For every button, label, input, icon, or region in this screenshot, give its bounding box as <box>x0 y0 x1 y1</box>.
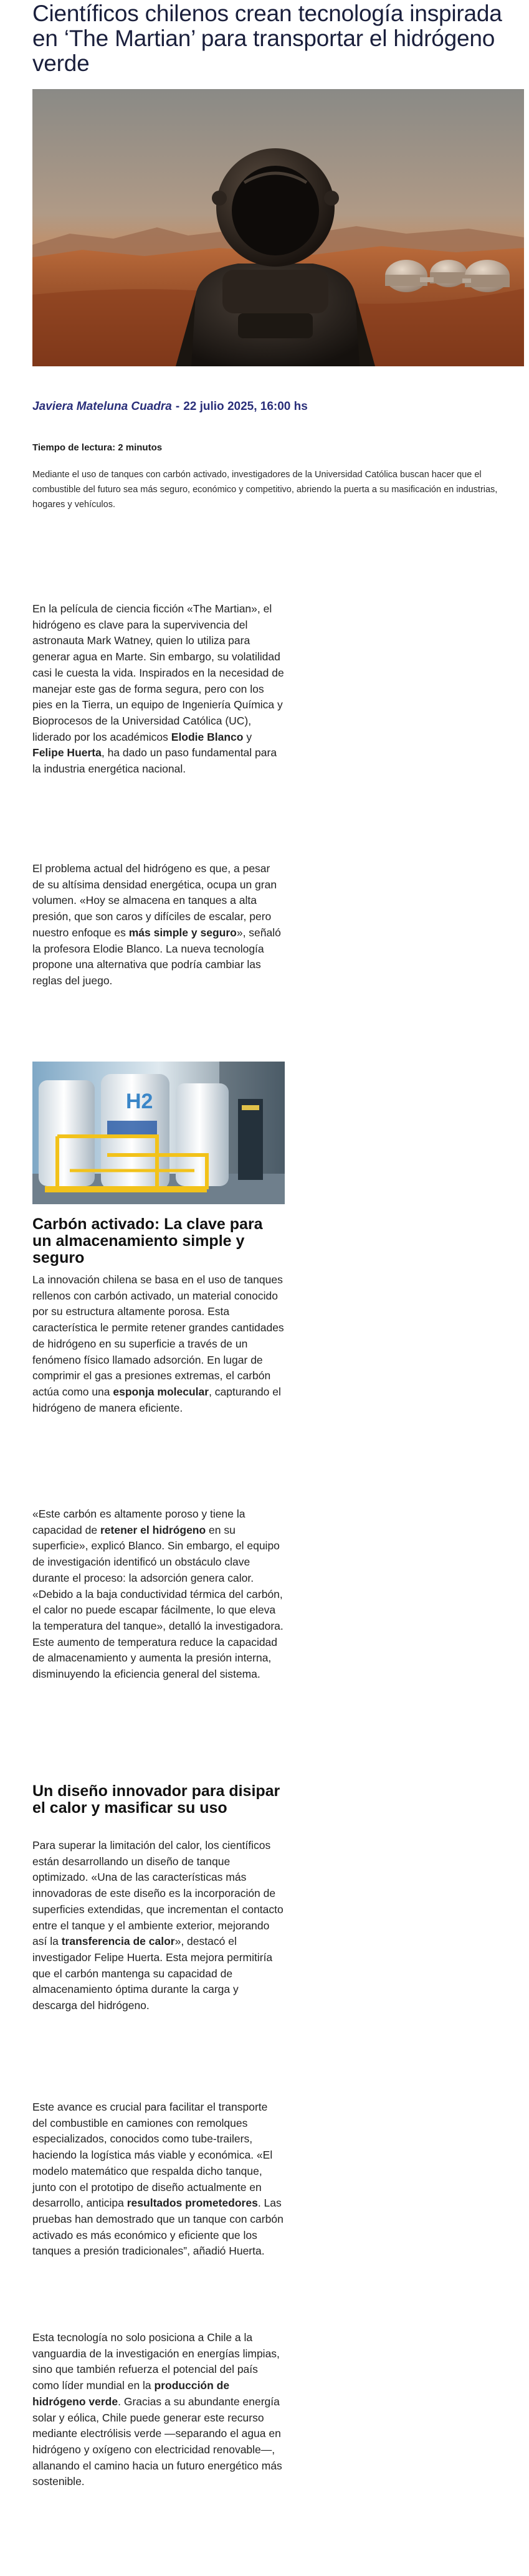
body-paragraph-3 <box>32 1272 285 1416</box>
text-run: . Las pruebas han demostrado que un tanque con carbón activado es más económico y eficiente que los tanques a presión tradicionales”, añadió Huerta. <box>32 2197 284 2258</box>
body-paragraph-4 <box>32 1506 285 1683</box>
tank-h2-label: H2 <box>126 1090 153 1113</box>
bold-phrase: más simple y seguro <box>128 926 237 939</box>
text-run: en su superficie», explicó Blanco. Sin embargo, el equipo de investigación identificó un obstáculo clave durante el proceso: la adsorción genera calor. «Debido a la baja conductividad térmica del carbón, el calor no puede escapar fácilmente, lo que eleva la temperatura del tanque», detalló la investigadora. Este aumento de temperatura reduce la capacidad de almacenamiento y aumenta la presión interna, disminuyendo la eficiencia general del sistema. <box>32 1523 284 1681</box>
text-run: El problema actual del hidrógeno es que, a pesar de su altísima densidad energética, ocupa un gran volumen. «Hoy se almacena en tanques a alta presión, que son caros y difíciles de escalar, pero nuestro enfoque es <box>32 862 277 939</box>
text-run: Este avance es crucial para facilitar el transporte del combustible en camiones con remolques especializados, conocidos como tube-trailers, haciendo la logística más viable y económica. «El modelo matemático que respalda dicho tanque, junto con el prototipo de diseño actualmente en desarrollo, anticipa <box>32 2101 273 2210</box>
text-run: », señaló la profesora Elodie Blanco. La nueva tecnología propone una alternativa que podría cambiar las reglas del juego. <box>32 926 281 987</box>
text-run: La innovación chilena se basa en el uso de tanques rellenos con carbón activado, un material conocido por su estructura altamente porosa. Esta característica le permite retener grandes cantidades de hidrógeno en su superficie a través de un fenómeno físico llamado adsorción. En lugar de comprimir el gas a presiones extremas, el carbón actúa como una <box>32 1273 284 1398</box>
bold-phrase: esponja molecular <box>113 1385 209 1398</box>
body-paragraph-5 <box>32 1838 285 2014</box>
hero-image <box>32 89 524 366</box>
byline <box>32 400 308 414</box>
author-link[interactable]: Javiera Mateluna Cuadra <box>32 400 172 413</box>
body-paragraph-7 <box>32 2330 285 2490</box>
reading-time: Tiempo de lectura: 2 minutos <box>32 442 163 453</box>
bold-phrase: producción de hidrógeno verde <box>32 2379 230 2408</box>
bold-phrase: Felipe Huerta <box>32 746 102 759</box>
text-run: », destacó el investigador Felipe Huerta. Esta mejora permitiría que el carbón mantenga su capacidad de almacenamiento óptima durante la carga y descarga del hidrógeno. <box>32 1935 273 2012</box>
section-heading-2: Un diseño innovador para disipar el calor y masificar su uso <box>32 1782 280 1817</box>
hydrogen-tanks-image <box>32 1062 285 1204</box>
body-paragraph-6 <box>32 2099 285 2260</box>
text-run: y <box>243 730 252 743</box>
body-paragraph-2 <box>32 861 285 989</box>
text-run: En la película de ciencia ficción «The Martian», el hidrógeno es clave para la supervivencia del astronauta Mark Watney, quien lo utiliza para generar agua en Marte. Sin embargo, su volatilidad casi le cuesta la vida. Inspirados en la necesidad de manejar este gas de forma segura, pero con los pies en la Tierra, un equipo de Ingeniería Química y Bioprocesos de la Universidad Católica (UC), liderado por los académicos <box>32 602 284 743</box>
text-run: Para superar la limitación del calor, los científicos están desarrollando un diseño de tanque optimizado. «Una de las características más innovadoras de este diseño es la incorporación de superficies extendidas, que incrementan el contacto entre el tanque y el ambiente exterior, mejorando así la <box>32 1839 284 1948</box>
article-lede: Mediante el uso de tanques con carbón activado, investigadores de la Universidad Católica buscan hacer que el combustible del futuro sea más seguro, económico y competitivo, abriendo la puerta a su masificación en industrias, hogares y vehículos. <box>32 470 498 510</box>
body-paragraph-1 <box>32 601 285 777</box>
article-title: Científicos chilenos crean tecnología inspirada en ‘The Martian’ para transportar el hidrógeno verde <box>32 1 502 76</box>
section-heading-1: Carbón activado: La clave para un almacenamiento simple y seguro <box>32 1215 263 1267</box>
astronaut-on-mars-image <box>32 89 524 366</box>
bold-phrase: retener el hidrógeno <box>100 1523 206 1536</box>
text-run: «Este carbón es altamente poroso y tiene la capacidad de <box>32 1508 245 1536</box>
byline-separator: - <box>175 400 180 413</box>
text-run: . Gracias a su abundante energía solar y eólica, Chile puede generar este recurso mediante electrólisis verde —separando el agua en hidrógeno y oxígeno con electricidad renovable—, allanando el camino hacia un futuro energético más sostenible. <box>32 2395 282 2488</box>
bold-phrase: Elodie Blanco <box>171 730 244 743</box>
inline-photo <box>32 1062 285 1204</box>
text-run: , capturando el hidrógeno de manera eficiente. <box>32 1385 281 1414</box>
text-run: Esta tecnología no solo posiciona a Chile a la vanguardia de la investigación en energías limpias, sino que también refuerza el potencial del país como líder mundial en la <box>32 2331 280 2392</box>
text-run: , ha dado un paso fundamental para la industria energética nacional. <box>32 746 277 776</box>
publish-date: 22 julio 2025, 16:00 hs <box>183 400 308 413</box>
bold-phrase: resultados prometedores <box>126 2197 258 2210</box>
bold-phrase: transferencia de calor <box>61 1935 175 1948</box>
